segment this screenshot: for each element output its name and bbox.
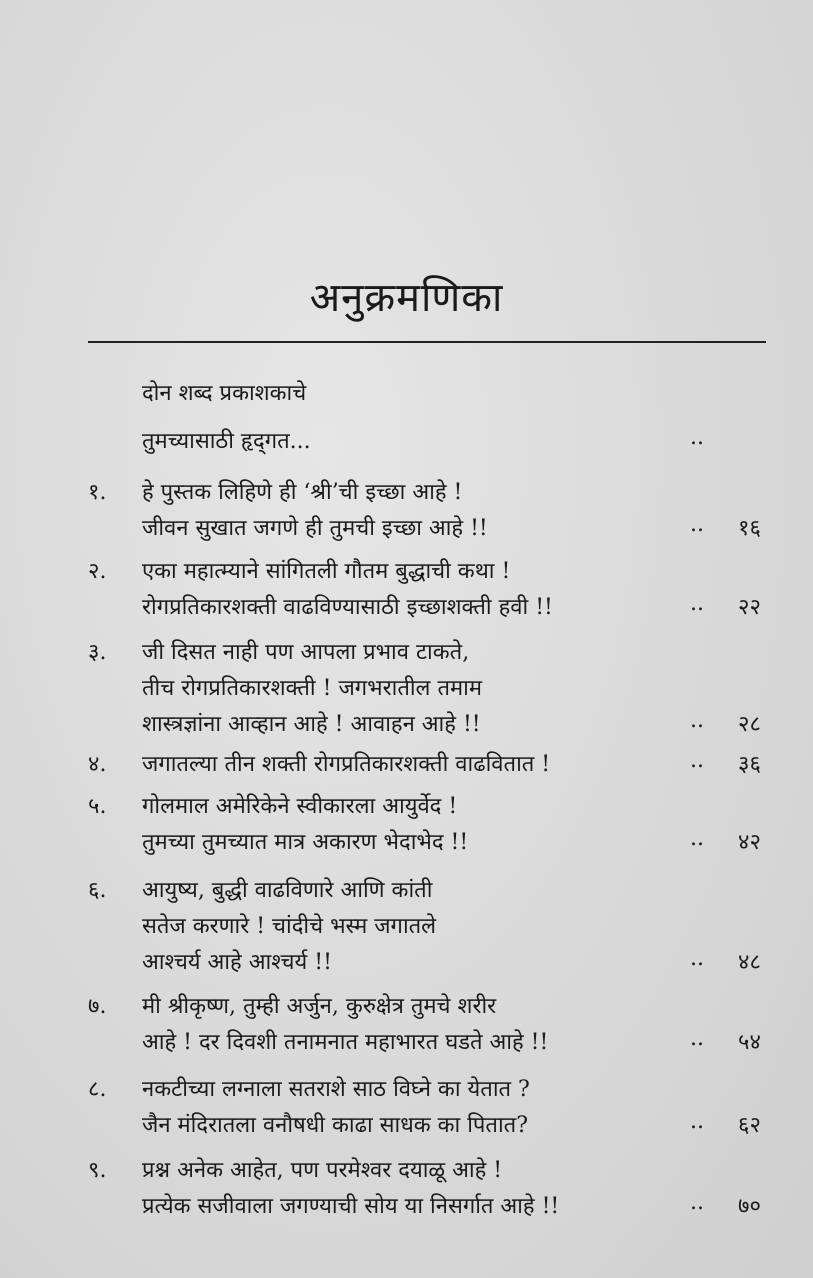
chapter-number: ७. [88, 994, 107, 1019]
page-number: ६२ [738, 1113, 761, 1138]
chapter-title-line: सतेज करणारे ! चांदीचे भस्म जगातले [142, 914, 437, 939]
chapter-title-line: मी श्रीकृष्ण, तुम्ही अर्जुन, कुरुक्षेत्र तुमचे शरीर [142, 994, 497, 1019]
page-number: १६ [738, 516, 761, 541]
leader-dots: .. [690, 1190, 704, 1215]
chapter-number: ६. [88, 878, 107, 903]
chapter-title-line: दोन शब्द प्रकाशकाचे [142, 381, 307, 406]
page-number: ३६ [738, 752, 761, 777]
chapter-title-line: शास्त्रज्ञांना आव्हान आहे ! आवाहन आहे !! [142, 712, 481, 737]
chapter-title-line: तीच रोगप्रतिकारशक्ती ! जगभरातील तमाम [142, 676, 483, 701]
leader-dots: .. [690, 946, 704, 971]
chapter-title-line: नकटीच्या लग्नाला सतराशे साठ विघ्ने का येतात ? [142, 1077, 530, 1102]
chapter-title-line: आहे ! दर दिवशी तनामनात महाभारत घडते आहे !! [142, 1030, 549, 1055]
page-number: ४८ [738, 950, 761, 975]
leader-dots: .. [690, 1026, 704, 1051]
leader-dots: .. [690, 425, 704, 450]
page-number: ४२ [738, 830, 761, 855]
chapter-title-line: रोगप्रतिकारशक्ती वाढविण्यासाठी इच्छाशक्ती हवी !! [142, 595, 553, 620]
chapter-number: ९. [88, 1158, 107, 1183]
chapter-number: ३. [88, 640, 107, 665]
chapter-title-line: जैन मंदिरातला वनौषधी काढा साधक का पितात? [142, 1113, 528, 1138]
chapter-title-line: जगातल्या तीन शक्ती रोगप्रतिकारशक्ती वाढवितात ! [142, 752, 551, 777]
leader-dots: .. [690, 826, 704, 851]
page-number: ५४ [738, 1030, 761, 1055]
chapter-title-line: हे पुस्तक लिहिणे ही ‘श्री’ची इच्छा आहे ! [142, 480, 463, 505]
chapter-number: २. [88, 559, 107, 584]
chapter-number: ८. [88, 1077, 107, 1102]
leader-dots: .. [690, 708, 704, 733]
leader-dots: .. [690, 591, 704, 616]
page-number: ७० [738, 1194, 761, 1219]
title-divider [88, 341, 766, 343]
leader-dots: .. [690, 512, 704, 537]
page-number: २८ [738, 712, 761, 737]
chapter-title-line: प्रत्येक सजीवाला जगण्याची सोय या निसर्गात आहे !! [142, 1194, 560, 1219]
chapter-number: १. [88, 480, 107, 505]
chapter-title-line: आश्चर्य आहे आश्चर्य !! [142, 950, 332, 975]
chapter-number: ४. [88, 752, 107, 777]
page-number: २२ [738, 595, 761, 620]
chapter-number: ५. [88, 794, 107, 819]
chapter-title-line: जीवन सुखात जगणे ही तुमची इच्छा आहे !! [142, 516, 488, 541]
leader-dots: .. [690, 1109, 704, 1134]
chapter-title-line: तुमच्यासाठी हृद्‌गत... [142, 429, 311, 454]
chapter-title-line: गोलमाल अमेरिकेने स्वीकारला आयुर्वेद ! [142, 794, 458, 819]
chapter-title-line: आयुष्य, बुद्धी वाढविणारे आणि कांती [142, 878, 433, 903]
chapter-title-line: जी दिसत नाही पण आपला प्रभाव टाकते, [142, 640, 470, 665]
leader-dots: .. [690, 748, 704, 773]
page-title: अनुक्रमणिका [309, 275, 504, 321]
chapter-title-line: तुमच्या तुमच्यात मात्र अकारण भेदाभेद !! [142, 830, 469, 855]
chapter-title-line: प्रश्न अनेक आहेत, पण परमेश्वर दयाळू आहे ! [142, 1158, 503, 1183]
chapter-title-line: एका महात्म्याने सांगितली गौतम बुद्धाची कथा ! [142, 559, 511, 584]
